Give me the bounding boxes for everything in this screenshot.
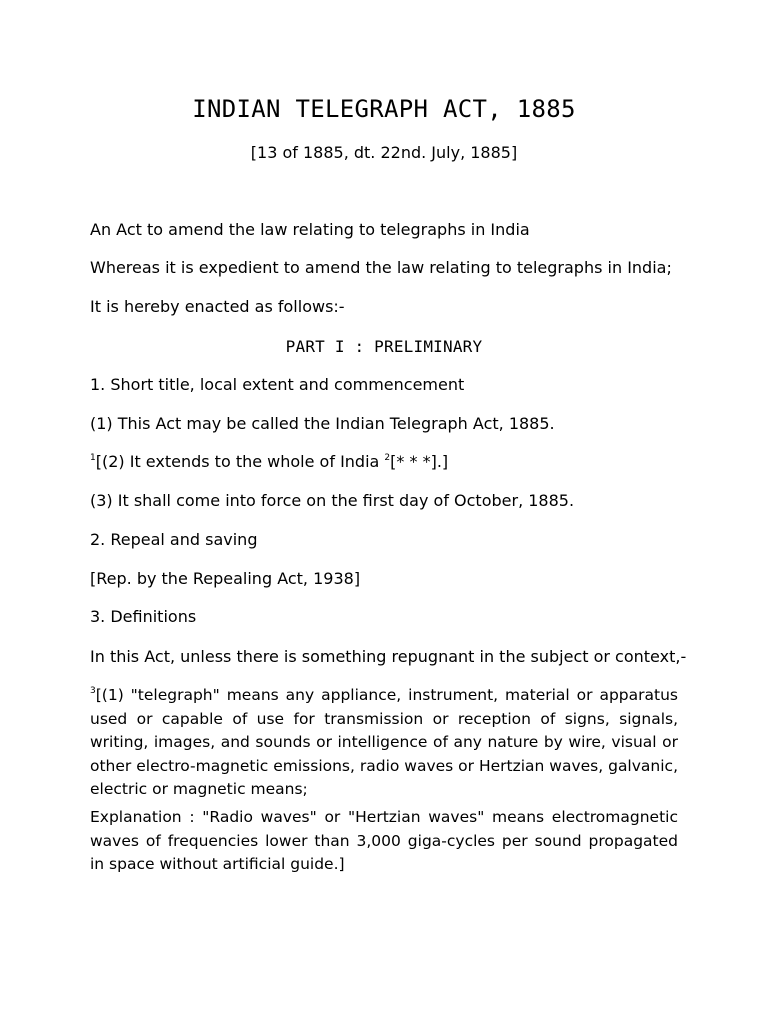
telegraph-definition-text: [(1) "telegraph" means any appliance, instrument, material or apparatus used or capable of use for transmission or reception of signs, signals, writing, images, and sounds or intelligence of any nature by wire, visual or other electro-magnetic emissions, radio waves or Hertzian waves, galvanic, electric or magnetic means; — [90, 686, 678, 798]
section-2-text: [Rep. by the Repealing Act, 1938] — [90, 569, 361, 588]
footnote-marker: 1 — [90, 453, 96, 463]
section-1-subsection-2 — [90, 450, 448, 474]
section-1-heading: 1. Short title, local extent and commencement — [90, 375, 465, 394]
section-1-subsection-1: (1) This Act may be called the Indian Telegraph Act, 1885. — [90, 414, 555, 433]
page-title: INDIAN TELEGRAPH ACT, 1885 — [192, 95, 576, 123]
omission-text: [* * *].] — [390, 452, 449, 471]
part-heading: PART I : PRELIMINARY — [285, 337, 483, 356]
section-3-heading: 3. Definitions — [90, 607, 197, 626]
act-description: An Act to amend the law relating to telegraphs in India — [90, 220, 530, 239]
telegraph-definition — [90, 684, 678, 802]
footnote-marker: 2 — [384, 453, 391, 463]
explanation-paragraph: Explanation : "Radio waves" or "Hertzian waves" means electromagnetic waves of frequencies lower than 3,000 giga-cycles per sound propagated in space without artificial guide.] — [90, 808, 678, 873]
act-citation: [13 of 1885, dt. 22nd. July, 1885] — [250, 143, 518, 162]
enacting-clause: It is hereby enacted as follows:- — [90, 297, 345, 316]
section-2-heading: 2. Repeal and saving — [90, 530, 258, 549]
footnote-marker: 3 — [90, 686, 96, 696]
subsection-2-text: [(2) It extends to the whole of India — [95, 452, 385, 471]
preamble: Whereas it is expedient to amend the law relating to telegraphs in India; — [90, 258, 672, 277]
section-3-intro: In this Act, unless there is something repugnant in the subject or context,- — [90, 647, 687, 666]
section-1-subsection-3: (3) It shall come into force on the first day of October, 1885. — [90, 491, 575, 510]
